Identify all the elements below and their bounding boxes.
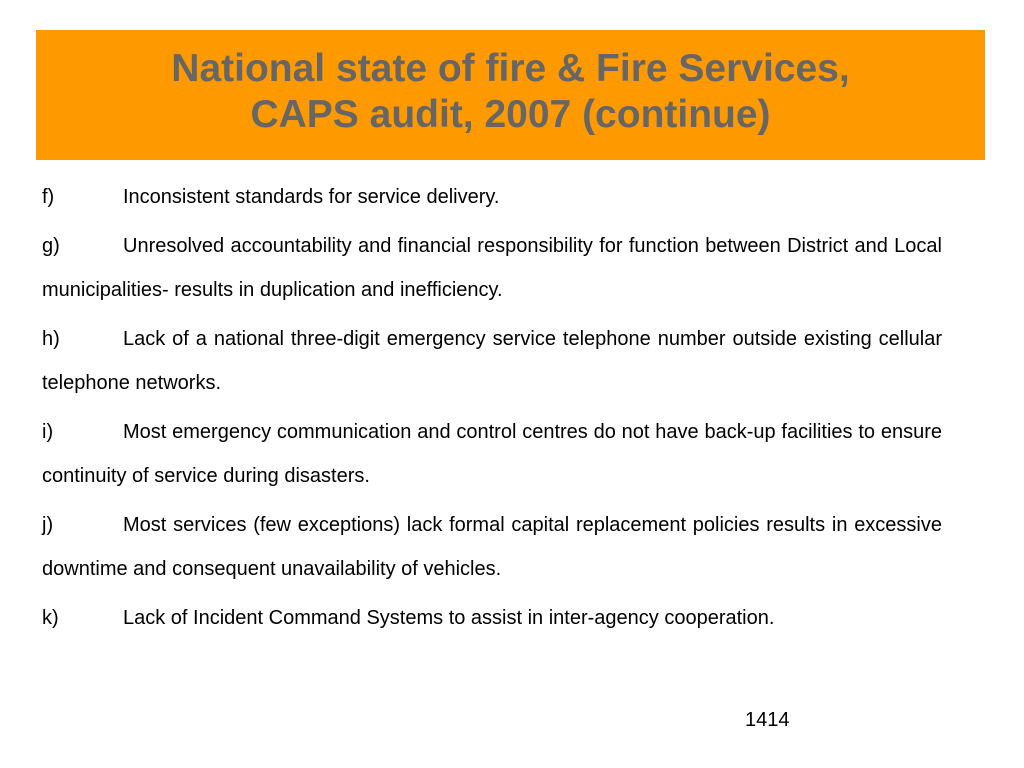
slide-body <box>42 175 942 645</box>
list-item-text: Lack of a national three-digit emergency service telephone number outside existing cellular telephone networks. <box>42 328 942 394</box>
list-item-i <box>42 410 942 498</box>
page-number: 1414 <box>745 709 790 731</box>
list-item-label: h) <box>42 328 60 350</box>
list-item-label: j) <box>42 514 54 536</box>
slide-title-bar <box>36 30 985 160</box>
list-item-text: Lack of Incident Command Systems to assist in inter-agency cooperation. <box>123 607 775 629</box>
list-item-text: Unresolved accountability and financial responsibility for function between District and Local municipalities- results in duplication and inefficiency. <box>42 235 942 301</box>
list-item-label: g) <box>42 235 60 257</box>
list-item-label: k) <box>42 607 59 629</box>
list-item-f <box>42 175 942 219</box>
list-item-h <box>42 317 942 405</box>
list-item-k <box>42 596 942 640</box>
list-item-g <box>42 224 942 312</box>
list-item-label: i) <box>42 421 54 443</box>
list-item-text: Most services (few exceptions) lack formal capital replacement policies results in excessive downtime and consequent unavailability of vehicles. <box>42 514 942 580</box>
list-item-text: Inconsistent standards for service delivery. <box>123 186 500 208</box>
slide-title-line-1: National state of fire & Fire Services, <box>171 47 850 90</box>
list-item-label: f) <box>42 186 55 208</box>
slide-title-line-2: CAPS audit, 2007 (continue) <box>250 93 771 136</box>
list-item-j <box>42 503 942 591</box>
list-item-text: Most emergency communication and control centres do not have back-up facilities to ensure continuity of service during disasters. <box>42 421 942 487</box>
